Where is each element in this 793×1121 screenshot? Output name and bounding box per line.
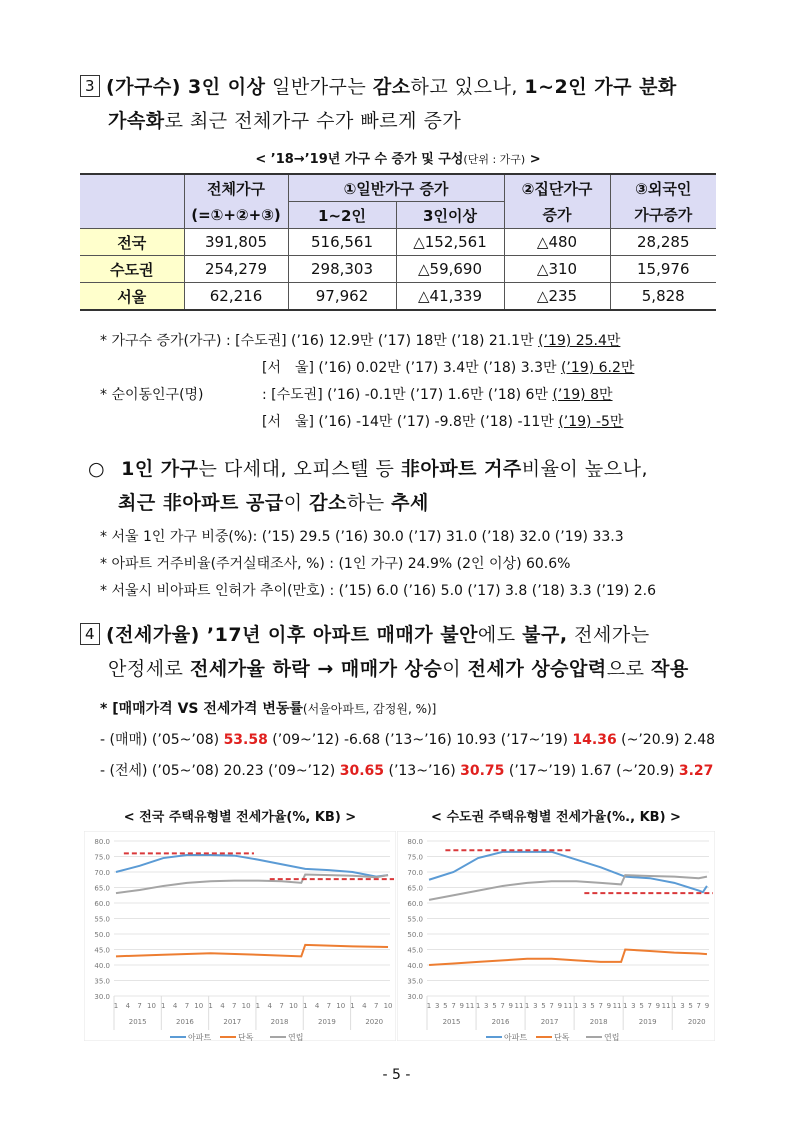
- table-corner: [80, 174, 184, 229]
- month-tick-label: 11: [563, 1002, 573, 1010]
- text-run: 非아파트 거주: [400, 458, 522, 480]
- month-tick-label: 5: [492, 1002, 497, 1010]
- month-tick-label: 1: [113, 1002, 119, 1010]
- text-run: 최근 非아파트 공급: [118, 492, 284, 514]
- text-run: 으로: [606, 658, 651, 680]
- month-tick-label: 9: [606, 1002, 612, 1010]
- text-run: 비율이 높으나,: [521, 458, 648, 480]
- text-run: 가속화: [108, 110, 165, 132]
- month-tick-label: 3: [582, 1002, 587, 1010]
- y-tick-label: 65.0: [407, 884, 423, 893]
- month-tick-label: 10: [194, 1002, 204, 1010]
- month-tick-label: 7: [500, 1002, 505, 1010]
- month-tick-label: 3: [631, 1002, 636, 1010]
- month-tick-label: 1: [302, 1002, 308, 1010]
- month-tick-label: 10: [241, 1002, 251, 1010]
- y-tick-label: 35.0: [407, 977, 423, 986]
- month-tick-label: 9: [557, 1002, 563, 1010]
- note-text: * 순이동인구(명): [100, 387, 204, 403]
- table-row: [80, 256, 716, 283]
- month-tick-label: 1: [573, 1002, 579, 1010]
- month-tick-label: 9: [655, 1002, 661, 1010]
- y-tick-label: 40.0: [407, 962, 423, 970]
- month-tick-label: 3: [484, 1002, 489, 1010]
- price-change-notes: [100, 694, 715, 787]
- text-run: 1인 가구: [121, 458, 199, 480]
- month-tick-label: 7: [137, 1002, 142, 1010]
- rates-title: * [매매가격 VS 전세가격 변동률: [100, 701, 303, 717]
- header-general: ①일반가구 증가: [288, 174, 504, 202]
- text-run: 감소: [372, 76, 411, 98]
- month-tick-label: 1: [426, 1002, 432, 1010]
- year-label: 2016: [176, 1018, 194, 1026]
- chart-title: < 전국 주택유형별 전세가율(%, KB) >: [123, 810, 357, 825]
- month-tick-label: 9: [459, 1002, 464, 1010]
- month-tick-label: 4: [362, 1002, 367, 1010]
- month-tick-label: 10: [336, 1002, 346, 1010]
- text-run: 3인 이상: [188, 76, 266, 98]
- month-tick-label: 9: [508, 1002, 514, 1010]
- table-cell: 516,561: [288, 229, 396, 256]
- bullet-heading: [88, 452, 648, 520]
- year-label: 2015: [128, 1018, 147, 1026]
- month-tick-label: 4: [314, 1002, 320, 1010]
- note-line: [100, 409, 634, 436]
- header-group-sub: 증가: [504, 202, 610, 229]
- month-tick-label: 11: [612, 1002, 622, 1010]
- month-tick-label: 10: [383, 1002, 393, 1010]
- month-tick-label: 4: [125, 1002, 131, 1010]
- jeonse-rates: [100, 756, 715, 787]
- table-caption: [80, 148, 716, 167]
- highlight-value: 3.27: [678, 763, 714, 779]
- chart-title: < 수도권 주택유형별 전세가율(%., KB) >: [431, 810, 681, 825]
- year-label: 2018: [270, 1018, 289, 1026]
- table-cell: 62,216: [184, 283, 288, 311]
- section-number-box: 3: [80, 75, 100, 97]
- section-4-heading: [80, 618, 689, 686]
- chart-capital: [397, 806, 715, 1045]
- month-tick-label: 1: [208, 1002, 213, 1010]
- row-header: 수도권: [80, 256, 184, 283]
- text-run: (’09~’12) -6.68 (’13~’16) 10.93 (’17~’19): [267, 732, 573, 748]
- month-tick-label: 10: [288, 1002, 298, 1010]
- month-tick-label: 7: [373, 1002, 379, 1010]
- table-cell: △235: [504, 283, 610, 311]
- table-cell: 28,285: [610, 229, 716, 256]
- note-line: * 서울시 비아파트 인허가 추이(만호) : (’15) 6.0 (’16) 5.0 (’17) 3.8 (’18) 3.3 (’19) 2.6: [100, 583, 656, 599]
- text-run: 전세가율 하락 → 매매가 상승: [189, 658, 443, 680]
- y-tick-label: 50.0: [407, 931, 423, 939]
- month-tick-label: 1: [524, 1002, 530, 1010]
- table-cell: 5,828: [610, 283, 716, 311]
- row-header: 서울: [80, 283, 184, 311]
- note-text: : [수도권] (’16) -0.1만 (’17) 1.6만 (’18) 6만: [262, 387, 553, 403]
- table-caption-unit: (단위 : 가구): [463, 153, 526, 166]
- text-run: 전세가 상승압력: [467, 658, 607, 680]
- text-run: 에도: [477, 624, 523, 646]
- header-foreign: ③외국인: [610, 174, 716, 202]
- month-tick-label: 4: [220, 1002, 225, 1010]
- month-tick-label: 3: [680, 1002, 685, 1010]
- month-tick-label: 5: [541, 1002, 546, 1010]
- y-tick-label: 70.0: [94, 869, 110, 877]
- rates-title-sub: (서울아파트, 감정원, %)]: [302, 702, 437, 716]
- note-text: * 가구수 증가(가구) : [수도권] (’16) 12.9만 (’17) 18만 (’18) 21.1만: [100, 333, 539, 349]
- note-line: * 아파트 거주비율(주거실태조사, %) : (1인 가구) 24.9% (2인 이상) 60.6%: [100, 556, 571, 572]
- text-run: 하는: [346, 492, 392, 514]
- y-tick-label: 30.0: [407, 993, 423, 1001]
- y-tick-label: 55.0: [94, 915, 110, 924]
- page-number: - 5 -: [382, 1067, 411, 1083]
- month-tick-label: 7: [598, 1002, 603, 1010]
- note-text: [서 울] (’16) -14만 (’17) -9.8만 (’18) -11만: [262, 414, 559, 430]
- month-tick-label: 7: [647, 1002, 652, 1010]
- year-label: 2015: [442, 1018, 461, 1026]
- y-tick-label: 35.0: [94, 977, 110, 986]
- highlight-value: 30.75: [460, 763, 505, 779]
- table-cell: △310: [504, 256, 610, 283]
- month-tick-label: 10: [146, 1002, 156, 1010]
- y-tick-label: 40.0: [94, 962, 110, 970]
- month-tick-label: 5: [590, 1002, 595, 1010]
- legend-label: 연립: [604, 1033, 620, 1041]
- text-run: - (매매) (’05~’08): [100, 732, 224, 748]
- text-run: 안정세로: [108, 658, 190, 680]
- year-label: 2016: [491, 1018, 510, 1026]
- household-notes: [100, 328, 634, 436]
- table-cell: △480: [504, 229, 610, 256]
- legend-label: 단독: [554, 1033, 570, 1041]
- row-header: 전국: [80, 229, 184, 256]
- text-run: - (전세) (’05~’08) 20.23 (’09~’12): [100, 763, 340, 779]
- table-cell: 298,303: [288, 256, 396, 283]
- chart-frame: [84, 831, 396, 1041]
- month-tick-label: 4: [267, 1002, 272, 1010]
- note-highlight: (’19) 8만: [552, 387, 613, 403]
- note-line: * 서울 1인 가구 비중(%): (’15) 29.5 (’16) 30.0 (’17) 31.0 (’18) 32.0 (’19) 33.3: [100, 529, 624, 545]
- highlight-value: 30.65: [339, 763, 385, 779]
- text-run: 전세가는: [567, 624, 650, 646]
- month-tick-label: 4: [172, 1002, 178, 1010]
- table-cell: 97,962: [288, 283, 396, 311]
- year-label: 2019: [638, 1018, 657, 1026]
- section-3-heading: [80, 70, 677, 138]
- year-label: 2020: [365, 1018, 384, 1026]
- month-tick-label: 1: [475, 1002, 481, 1010]
- table-cell: 391,805: [184, 229, 288, 256]
- year-label: 2017: [540, 1018, 559, 1026]
- month-tick-label: 1: [622, 1002, 628, 1010]
- y-tick-label: 45.0: [407, 946, 423, 955]
- chart-national: [84, 806, 396, 1045]
- year-label: 2019: [318, 1018, 336, 1026]
- note-line: [100, 355, 634, 382]
- year-label: 2018: [589, 1018, 608, 1026]
- note-highlight: (’19) 25.4만: [538, 333, 621, 349]
- table-row: [80, 229, 716, 256]
- text-run: 1~2인 가구 분화: [524, 76, 677, 98]
- bullet-mark: ○: [88, 458, 106, 480]
- header-3plus: 3인이상: [396, 202, 504, 229]
- text-run: (’13~’16): [384, 763, 461, 779]
- text-run: (~’20.9) 2.48: [616, 732, 716, 748]
- table-caption-title: < ’18→’19년 가구 수 증가 및 구성: [255, 152, 464, 167]
- note-highlight: (’19) -5만: [558, 414, 624, 430]
- y-tick-label: 80.0: [94, 838, 110, 846]
- text-run: 로 최근 전체가구 수가 빠르게 증가: [164, 110, 462, 132]
- text-run: ’17년 이후 아파트 매매가 불안: [206, 624, 478, 646]
- month-tick-label: 5: [443, 1002, 448, 1010]
- table-caption-end: >: [525, 152, 541, 167]
- y-tick-label: 50.0: [94, 931, 110, 939]
- month-tick-label: 7: [232, 1002, 237, 1010]
- table-cell: △41,339: [396, 283, 504, 311]
- month-tick-label: 11: [661, 1002, 671, 1010]
- year-label: 2020: [687, 1018, 706, 1026]
- table-cell: △152,561: [396, 229, 504, 256]
- sale-rates: [100, 725, 715, 756]
- y-tick-label: 70.0: [407, 869, 423, 877]
- text-run: 일반가구는: [265, 76, 373, 98]
- header-foreign-sub: 가구증가: [610, 202, 716, 229]
- header-total-sub: (=①+②+③): [184, 202, 288, 229]
- year-label: 2017: [223, 1018, 242, 1026]
- month-tick-label: 9: [704, 1002, 710, 1010]
- note-line: [100, 382, 634, 409]
- month-tick-label: 7: [549, 1002, 554, 1010]
- section-number-box: 4: [80, 623, 100, 645]
- header-group: ②집단가구: [504, 174, 610, 202]
- note-highlight: (’19) 6.2만: [560, 360, 635, 376]
- month-tick-label: 7: [184, 1002, 190, 1010]
- y-tick-label: 75.0: [94, 853, 110, 862]
- highlight-value: 53.58: [223, 732, 268, 748]
- month-tick-label: 3: [533, 1002, 538, 1010]
- legend-label: 연립: [288, 1033, 304, 1041]
- month-tick-label: 7: [326, 1002, 332, 1010]
- text-run: 불구,: [522, 624, 568, 646]
- household-table: [80, 173, 716, 311]
- month-tick-label: 1: [350, 1002, 355, 1010]
- month-tick-label: 11: [514, 1002, 524, 1010]
- text-run: (전세가율): [106, 624, 207, 646]
- text-run: 작용: [651, 658, 689, 680]
- note-line: [100, 328, 634, 355]
- table-cell: 254,279: [184, 256, 288, 283]
- text-run: 이: [283, 492, 310, 514]
- chart-capital-svg: [397, 831, 715, 1041]
- legend-label: 아파트: [504, 1033, 528, 1041]
- y-tick-label: 45.0: [94, 946, 110, 955]
- month-tick-label: 1: [255, 1002, 261, 1010]
- text-run: 감소: [309, 492, 347, 514]
- table-cell: △59,690: [396, 256, 504, 283]
- y-tick-label: 60.0: [94, 900, 110, 908]
- month-tick-label: 7: [696, 1002, 702, 1010]
- y-tick-label: 65.0: [94, 884, 110, 893]
- legend-label: 아파트: [188, 1033, 212, 1041]
- y-tick-label: 75.0: [407, 853, 423, 862]
- month-tick-label: 11: [465, 1002, 475, 1010]
- month-tick-label: 7: [451, 1002, 456, 1010]
- header-1-2: 1~2인: [288, 202, 396, 229]
- highlight-value: 14.36: [572, 732, 617, 748]
- month-tick-label: 5: [639, 1002, 644, 1010]
- header-total: 전체가구: [184, 174, 288, 202]
- single-household-notes: [100, 524, 656, 605]
- legend-label: 단독: [238, 1033, 254, 1041]
- text-run: (가구수): [106, 76, 189, 98]
- text-run: (’17~’19) 1.67 (~’20.9): [504, 763, 679, 779]
- month-tick-label: 5: [688, 1002, 693, 1010]
- table-row: [80, 283, 716, 311]
- table-cell: 15,976: [610, 256, 716, 283]
- month-tick-label: 3: [434, 1002, 440, 1010]
- text-run: 하고 있으나,: [410, 76, 525, 98]
- month-tick-label: 1: [161, 1002, 166, 1010]
- text-run: 는 다세대, 오피스텔 등: [198, 458, 401, 480]
- y-tick-label: 30.0: [94, 993, 110, 1001]
- note-text: [서 울] (’16) 0.02만 (’17) 3.4만 (’18) 3.3만: [262, 360, 561, 376]
- y-tick-label: 55.0: [407, 915, 423, 924]
- y-tick-label: 60.0: [407, 900, 423, 908]
- text-run: 이: [442, 658, 468, 680]
- text-run: 추세: [391, 492, 429, 514]
- month-tick-label: 7: [279, 1002, 284, 1010]
- month-tick-label: 1: [672, 1002, 677, 1010]
- chart-national-svg: [84, 831, 396, 1041]
- y-tick-label: 80.0: [407, 838, 423, 846]
